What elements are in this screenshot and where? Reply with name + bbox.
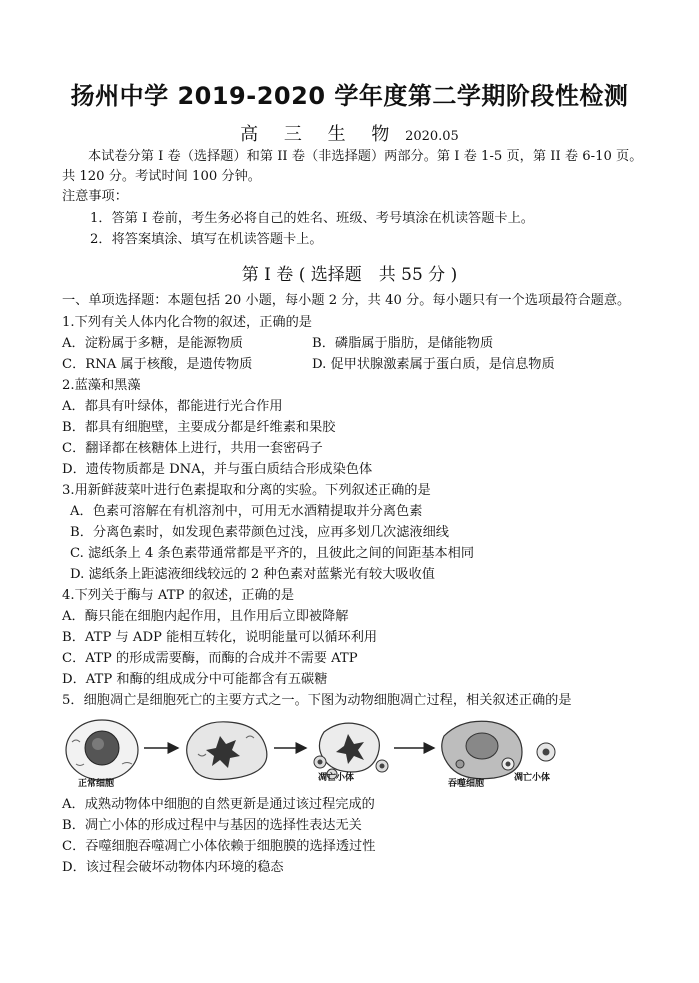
q4-option-d: D．ATP 和酶的组成成分中可能都含有五碳糖: [62, 672, 328, 687]
q2-option-d: D．遗传物质都是 DNA，并与蛋白质结合形成染色体: [62, 462, 373, 477]
q4-option-b: B．ATP 与 ADP 能相互转化，说明能量可以循环利用: [62, 630, 378, 645]
label-apoptotic-body: 凋亡小体: [318, 773, 355, 783]
phagocyte: [442, 721, 522, 778]
q5-option-d: D．该过程会破坏动物体内环境的稳态: [62, 860, 284, 875]
q3-stem: 3.用新鲜菠菜叶进行色素提取和分离的实验。下列叙述正确的是: [62, 483, 431, 498]
free-apoptotic-body: [537, 743, 555, 761]
note-2: 2．将答案填涂、填写在机读答题卡上。: [90, 232, 323, 247]
q5-stem: 5．细胞凋亡是细胞死亡的主要方式之一。下图为动物细胞凋亡过程，相关叙述正确的是: [62, 693, 572, 708]
q1-stem: 1.下列有关人体内化合物的叙述，正确的是: [62, 315, 312, 330]
q1-option-c: C．RNA 属于核酸，是遗传物质: [62, 357, 253, 372]
label-phagocyte: 吞噬细胞: [448, 779, 485, 789]
label-normal-cell: 正常细胞: [78, 779, 115, 789]
normal-cell: [66, 720, 138, 780]
section-title: 第 I 卷 ( 选择题 共 55 分 ): [241, 265, 458, 285]
q1-option-b: B．磷脂属于脂肪，是储能物质: [312, 336, 494, 351]
intro-line-1: 本试卷分第 I 卷（选择题）和第 II 卷（非选择题）两部分。第 I 卷 1-5 页，第 II 卷 6-10 页。: [88, 149, 643, 164]
q5-option-a: A．成熟动物体中细胞的自然更新是通过该过程完成的: [62, 797, 375, 812]
q2-option-b: B．都具有细胞壁，主要成分都是纤维素和果胶: [62, 420, 336, 435]
q3-option-a: A．色素可溶解在有机溶剂中，可用无水酒精提取并分离色素: [70, 504, 423, 519]
section-instruction: 一、单项选择题：本题包括 20 小题，每小题 2 分，共 40 分。每小题只有一个选项最符合题意。: [62, 293, 631, 308]
q5-option-c: C．吞噬细胞吞噬凋亡小体依赖于细胞膜的选择透过性: [62, 839, 376, 854]
q2-option-c: C．翻译都在核糖体上进行，共用一套密码子: [62, 441, 323, 456]
intro-line-2: 共 120 分。考试时间 100 分钟。: [62, 169, 261, 184]
q2-option-a: A．都具有叶绿体，都能进行光合作用: [62, 399, 283, 414]
q4-stem: 4.下列关于酶与 ATP 的叙述，正确的是: [62, 588, 295, 603]
q1-option-a: A．淀粉属于多糖，是能源物质: [62, 336, 243, 351]
exam-date: 2020.05: [405, 129, 459, 144]
q4-option-c: C．ATP 的形成需要酶，而酶的合成并不需要 ATP: [62, 651, 358, 666]
q3-option-d: D. 滤纸条上距滤液细线较远的 2 种色素对蓝紫光有较大吸收值: [70, 567, 435, 582]
shrinking-cell: [187, 722, 267, 780]
exam-subtitle: [0, 120, 699, 146]
notes-title: 注意事项：: [62, 189, 128, 204]
q3-option-c: C. 滤纸条上 4 条色素带通常都是平齐的，且彼此之间的间距基本相同: [70, 546, 475, 561]
subject-label: 高 三 生 物: [240, 124, 400, 145]
q3-option-b: B．分离色素时，如发现色素带颜色过浅，应再多划几次滤液细线: [70, 525, 449, 540]
q2-stem: 2.蓝藻和黑藻: [62, 378, 141, 393]
q5-option-b: B．凋亡小体的形成过程中与基因的选择性表达无关: [62, 818, 362, 833]
label-apoptotic-body-2: 凋亡小体: [514, 773, 551, 783]
q1-option-d: D. 促甲状腺激素属于蛋白质，是信息物质: [312, 357, 555, 372]
note-1: 1．答第 I 卷前，考生务必将自己的姓名、班级、考号填涂在机读答题卡上。: [90, 211, 534, 226]
q4-option-a: A．酶只能在细胞内起作用，且作用后立即被降解: [62, 609, 349, 624]
exam-title: 扬州中学 2019-2020 学年度第二学期阶段性检测: [70, 82, 629, 110]
